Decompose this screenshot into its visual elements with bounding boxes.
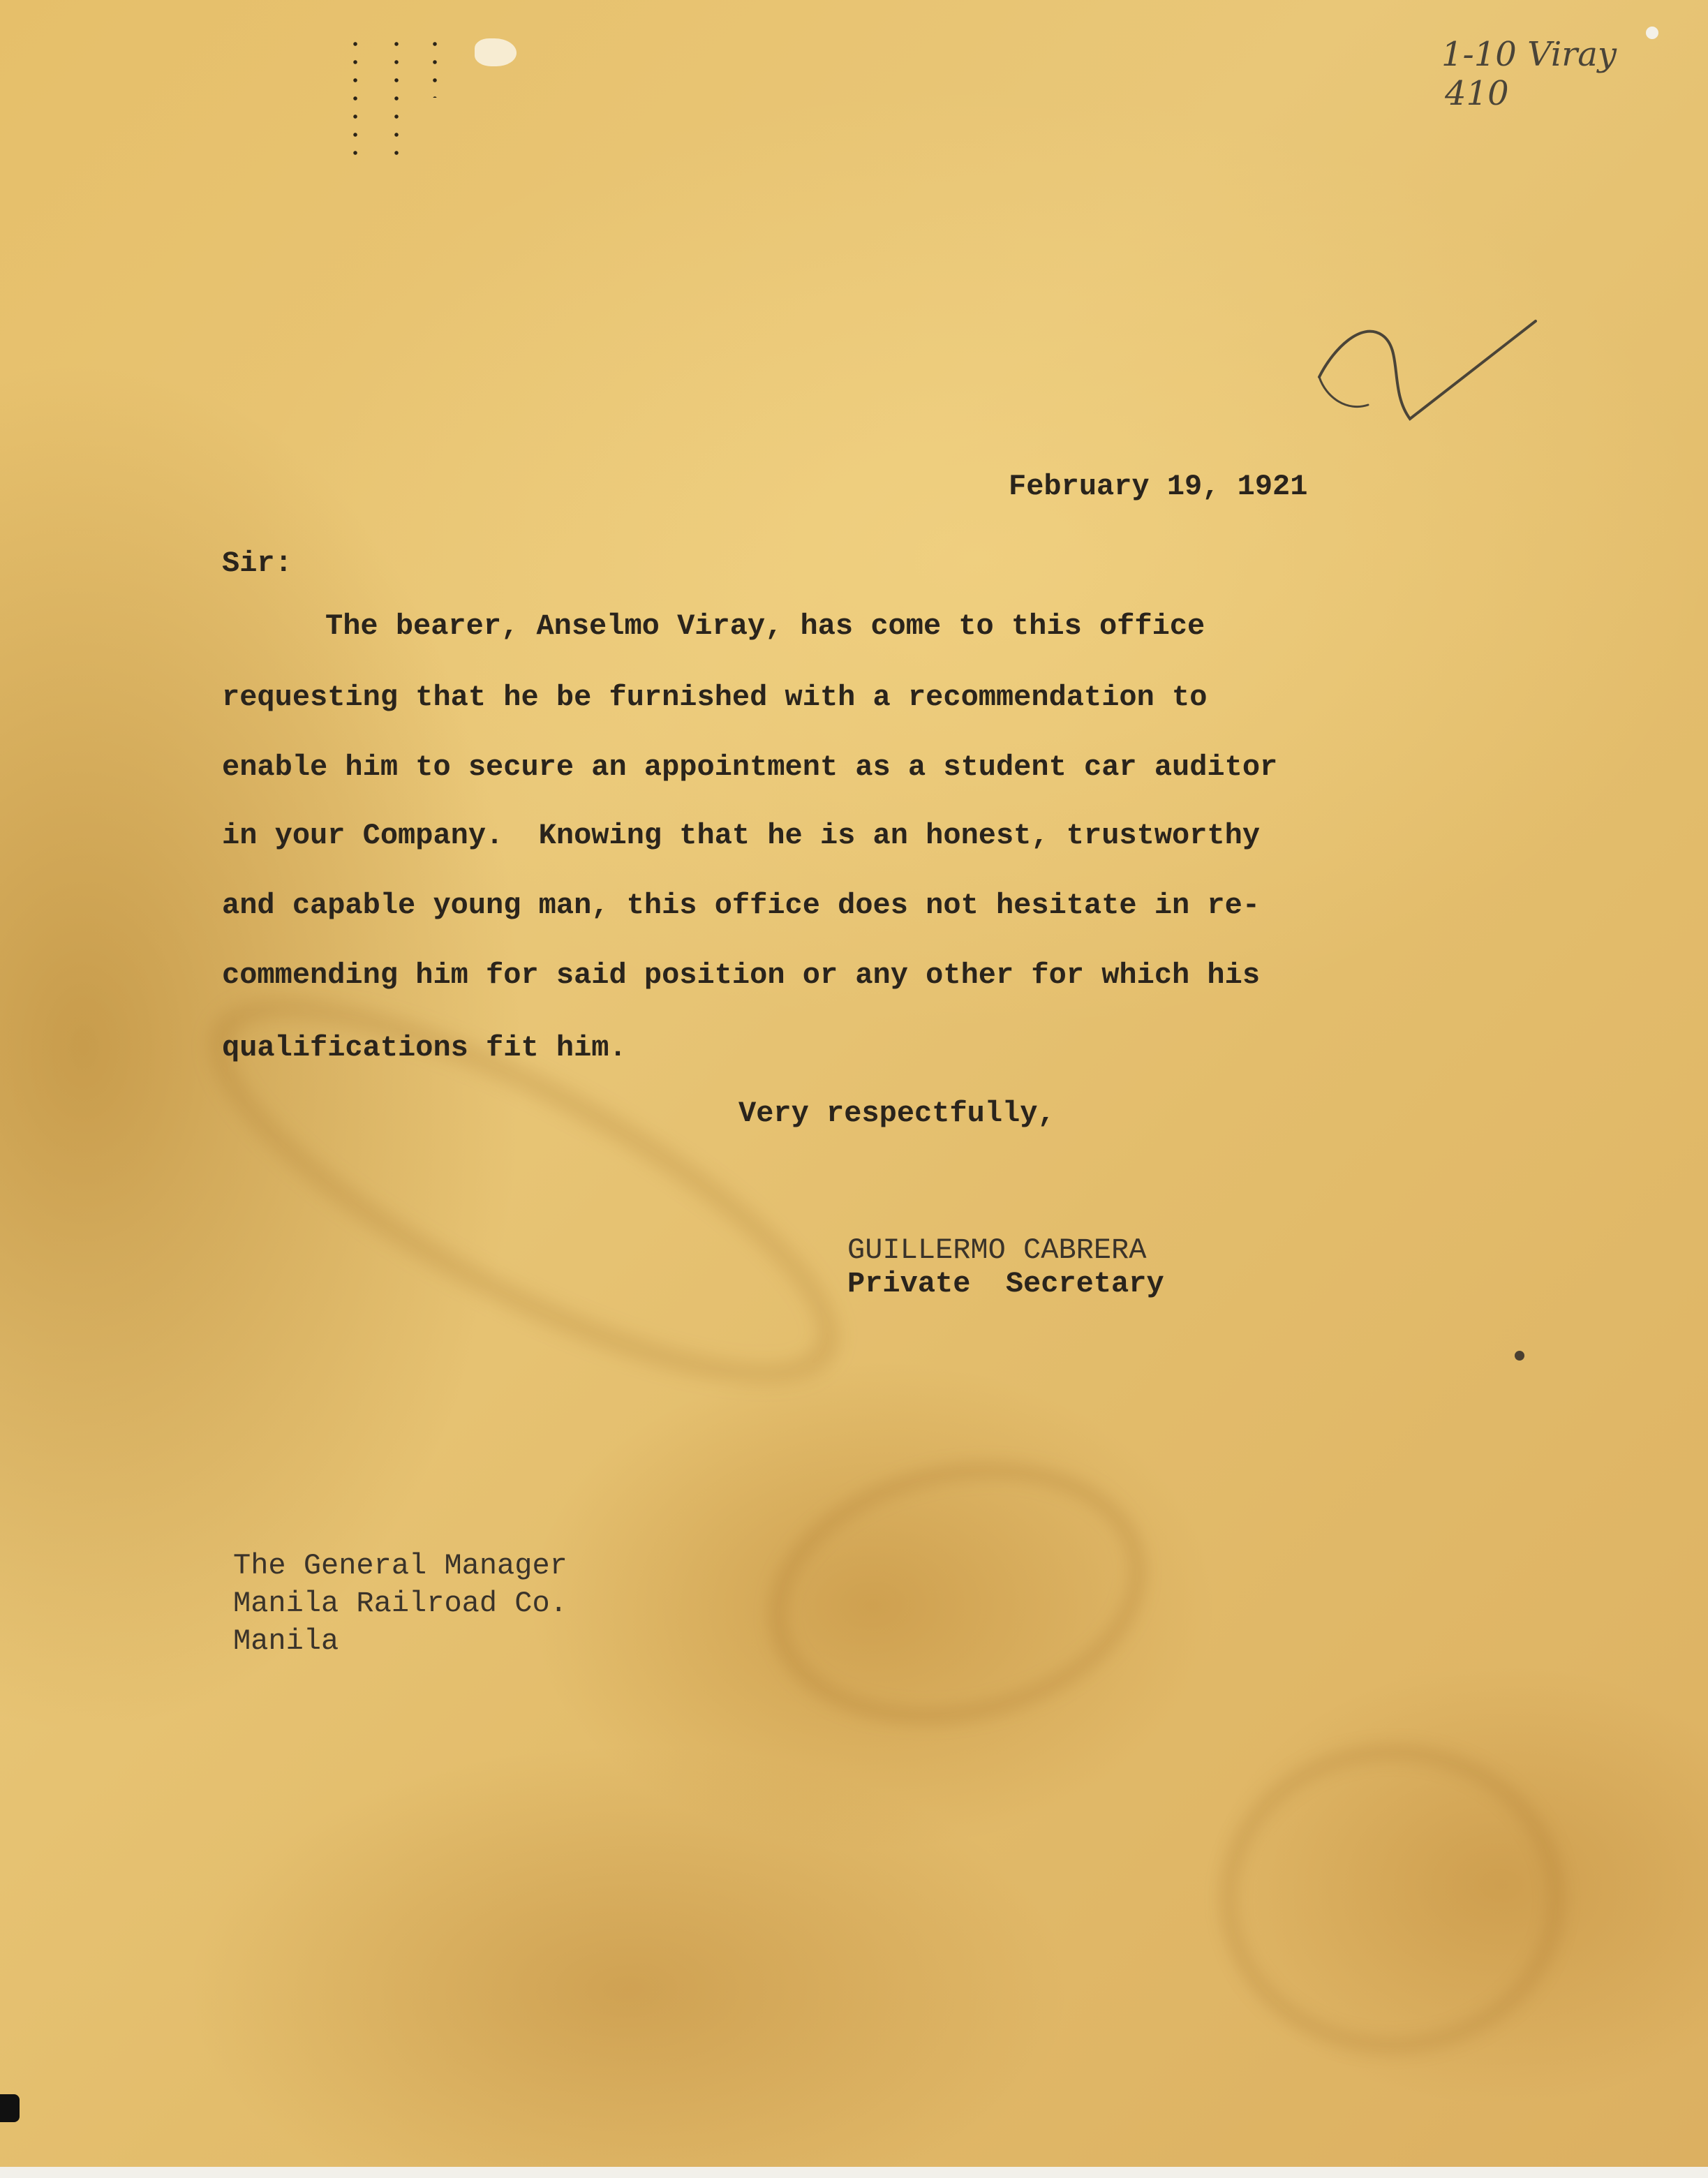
punch-hole <box>1646 27 1658 39</box>
signature-title: Private Secretary <box>847 1267 1164 1301</box>
water-stain <box>745 1429 1170 1756</box>
staple-holes <box>353 35 357 168</box>
addressee-line: The General Manager <box>233 1549 567 1583</box>
handwritten-check-mark <box>1305 307 1557 447</box>
letter-date: February 19, 1921 <box>1009 470 1308 503</box>
water-stain <box>164 931 884 1451</box>
water-stain <box>1221 1745 1564 2052</box>
signature-name: GUILLERMO CABRERA <box>847 1234 1147 1267</box>
salutation: Sir: <box>222 547 292 580</box>
body-line: in your Company. Knowing that he is an honest, trustworthy <box>222 819 1261 852</box>
addressee-line: Manila Railroad Co. <box>233 1587 567 1620</box>
body-line: commending him for said position or any other for which his <box>222 958 1261 992</box>
paper-tear <box>475 38 517 66</box>
handwritten-note: 410 <box>1445 74 1509 113</box>
staple-holes <box>433 35 437 98</box>
ink-spot <box>1515 1351 1524 1361</box>
handwritten-note: 1-10 Viray <box>1441 35 1617 74</box>
body-line: qualifications fit him. <box>222 1031 627 1065</box>
body-line: enable him to secure an appointment as a student car auditor <box>222 750 1278 784</box>
body-line: The bearer, Anselmo Viray, has come to this office <box>325 609 1205 643</box>
scan-footer-strip <box>0 2167 1708 2178</box>
body-line: and capable young man, this office does not hesitate in re- <box>222 889 1261 922</box>
body-line: requesting that he be furnished with a recommendation to <box>222 681 1208 714</box>
closing: Very respectfully, <box>738 1097 1055 1130</box>
staple-holes <box>394 35 399 168</box>
scan-corner-mark <box>0 2094 20 2122</box>
addressee-line: Manila <box>233 1624 339 1658</box>
